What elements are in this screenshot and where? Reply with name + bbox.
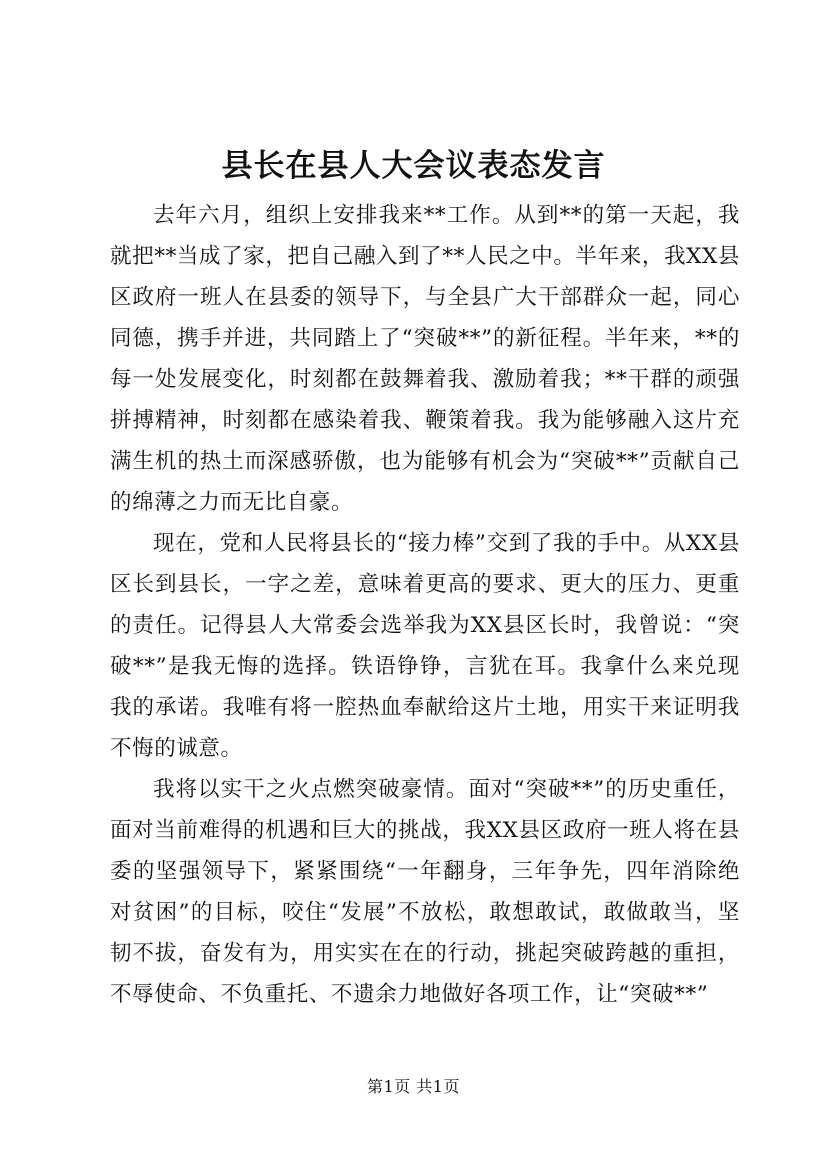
- paragraph-3: 我将以实干之火点燃突破豪情。面对“突破**”的历史重任，面对当前难得的机遇和巨大的挑战，我XX县区政府一班人将在县委的坚强领导下，紧紧围绕“一年翻身，三年争先，四年消除绝对贫困”的目标，咬住“发展”不放松，敢想敢试，敢做敢当，坚韧不拔，奋发有为，用实实在在的行动，挑起突破跨越的重担，不辱使命、不负重托、不遗余力地做好各项工作，让“突破**”: [110, 777, 740, 1007]
- document-title: 县长在县人大会议表态发言: [221, 148, 606, 184]
- page-footer: 第1页 共1页: [367, 1077, 460, 1096]
- document-body: [110, 195, 740, 1015]
- paragraph-1: 去年六月，组织上安排我来**工作。从到**的第一天起，我就把**当成了家，把自己融入到了**人民之中。半年来，我XX县区政府一班人在县委的领导下，与全县广大干部群众一起，同心同德，携手并进，共同踏上了“突破**”的新征程。半年来，**的每一处发展变化，时刻都在鼓舞着我、激励着我；**干群的顽强拼搏精神，时刻都在感染着我、鞭策着我。我为能够融入这片充满生机的热土而深感骄傲，也为能够有机会为“突破**”贡献自己的绵薄之力而无比自豪。: [110, 203, 740, 515]
- paragraph-2: 现在，党和人民将县长的“接力棒”交到了我的手中。从XX县区长到县长，一字之差，意味着更高的要求、更大的压力、更重的责任。记得县人大常委会选举我为XX县区长时，我曾说：“突破**”是我无悔的选择。铁语铮铮，言犹在耳。我拿什么来兑现我的承诺。我唯有将一腔热血奉献给这片土地，用实干来证明我不悔的诚意。: [110, 531, 740, 761]
